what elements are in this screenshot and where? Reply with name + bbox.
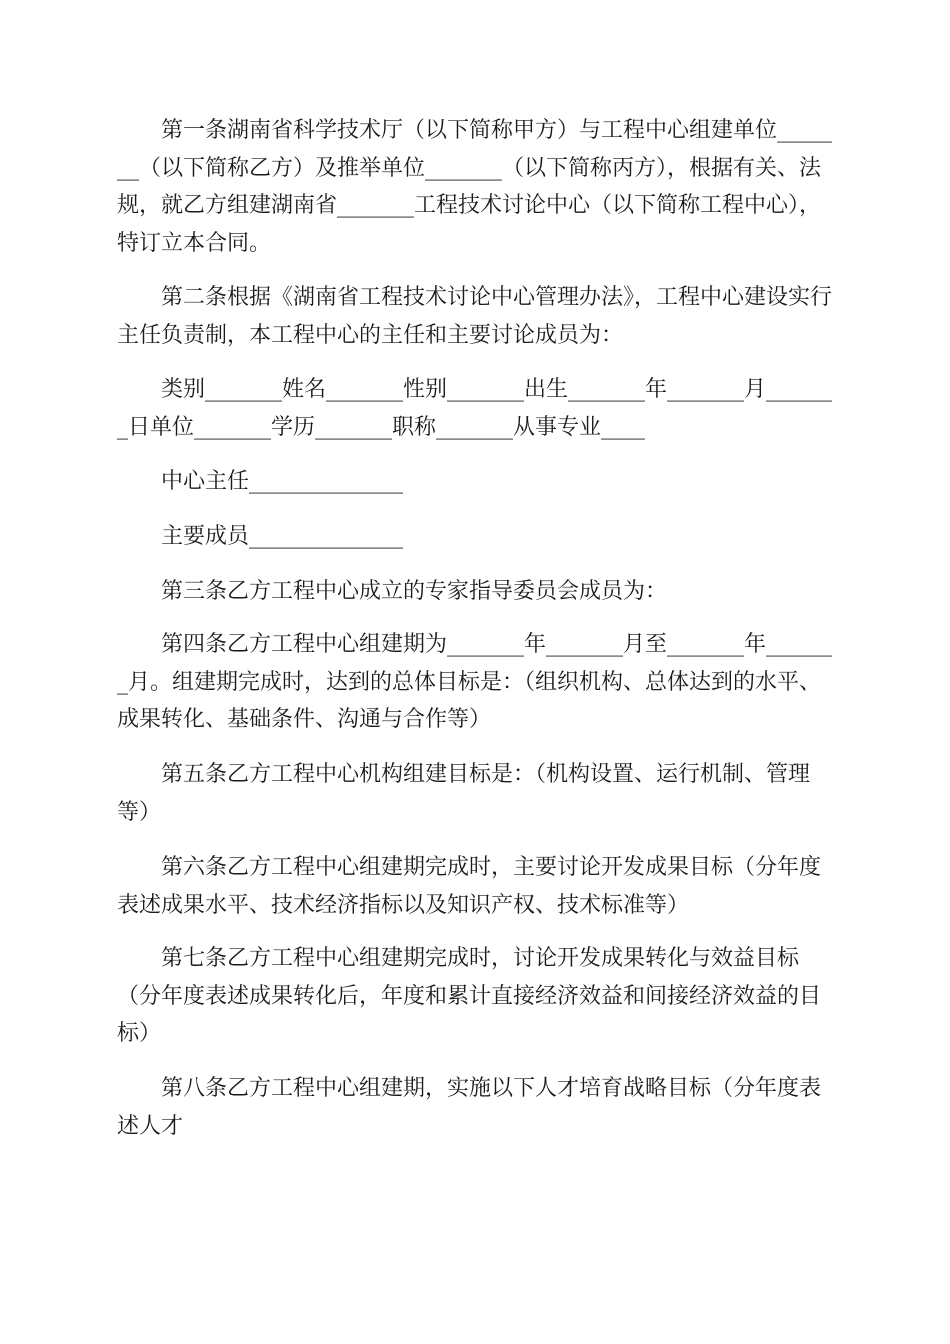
article-3: 第三条乙方工程中心成立的专家指导委员会成员为：: [161, 579, 668, 604]
article-4: 第四条乙方工程中心组建期为_______年_______月至_______年_______月。组建期完成时，达到的总体目标是：（组织机构、总体达到的水平、成果转化、基础条件、沟通与合作等）: [117, 632, 833, 732]
center-director-field: 中心主任______________: [161, 469, 404, 494]
article-5: 第五条乙方工程中心机构组建目标是：（机构设置、运行机制、管理等）: [117, 762, 811, 825]
article-7: 第七条乙方工程中心组建期完成时，讨论开发成果转化与效益目标（分年度表述成果转化后，年度和累计直接经济效益和间接经济效益的目标）: [117, 946, 822, 1046]
main-members-field: 主要成员______________: [161, 524, 404, 549]
article-1: 第一条湖南省科学技术厅（以下简称甲方）与工程中心组建单位_______（以下简称乙方）及推举单位_______（以下简称丙方），根据有关、法规，就乙方组建湖南省_______工程技术讨论中心（以下简称工程中心），特订立本合同。: [117, 118, 833, 256]
member-fields-line: 类别_______姓名_______性别_______出生_______年_______月_______日单位_______学历_______职称_______从事专业____: [117, 377, 833, 440]
article-2: 第二条根据《湖南省工程技术讨论中心管理办法》，工程中心建设实行主任负责制，本工程中心的主任和主要讨论成员为：: [117, 285, 833, 348]
article-8: 第八条乙方工程中心组建期，实施以下人才培育战略目标（分年度表述人才: [117, 1076, 822, 1139]
article-6: 第六条乙方工程中心组建期完成时，主要讨论开发成果目标（分年度表述成果水平、技术经济指标以及知识产权、技术标准等）: [117, 855, 822, 918]
